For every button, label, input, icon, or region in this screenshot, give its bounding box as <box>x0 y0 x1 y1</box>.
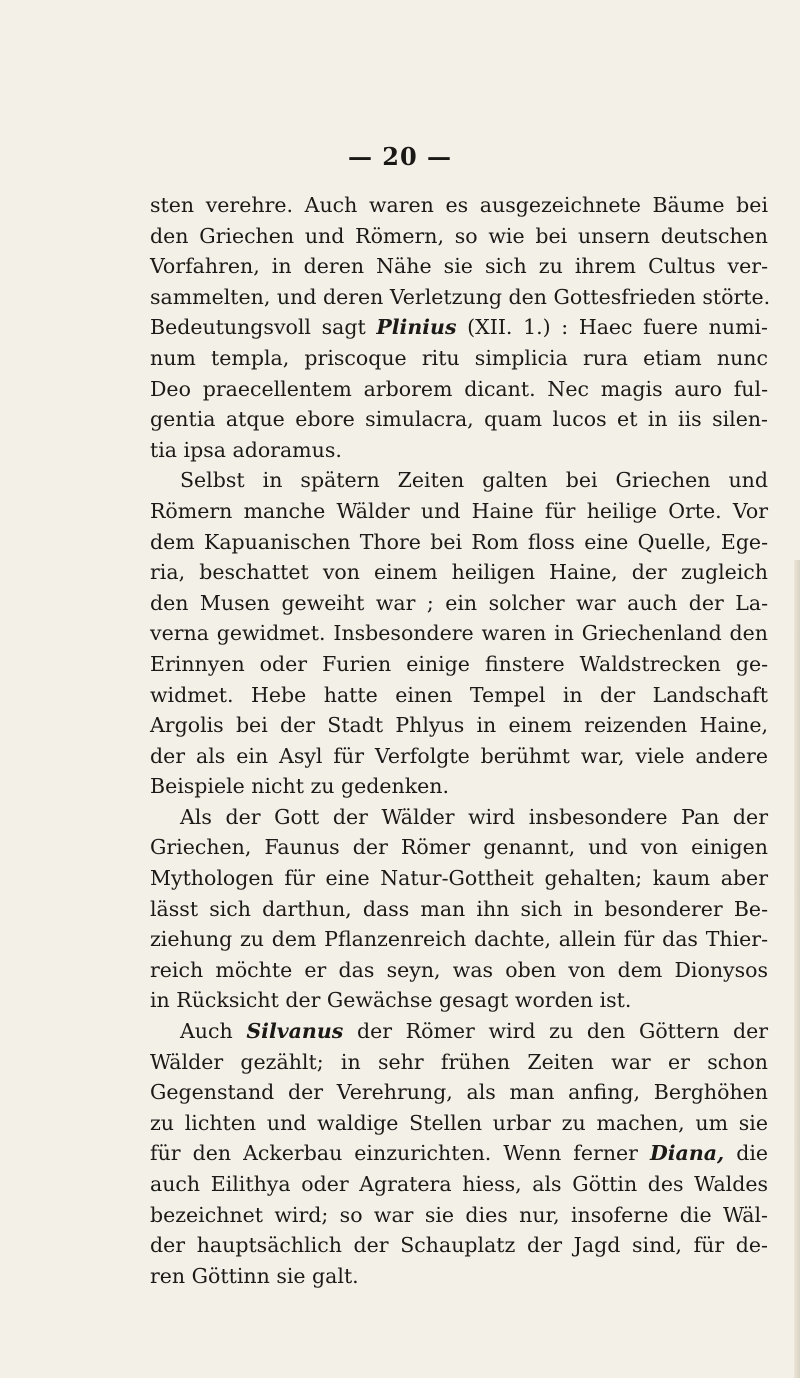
text-line <box>150 955 768 986</box>
text-run: lässt sich darthun, dass man ihn sich in besonderer Be- <box>150 896 768 921</box>
text-run: ria, beschattet von einem heiligen Haine, der zugleich <box>150 560 768 585</box>
text-run: Mythologen für eine Natur-Gottheit gehalten; kaum aber <box>150 866 768 891</box>
text-line <box>150 1169 768 1200</box>
text-run: Vorfahren, in deren Nähe sie sich zu ihrem Cultus ver- <box>150 254 768 279</box>
text-line <box>150 649 768 680</box>
text-line <box>150 985 768 1016</box>
text-run: sten verehre. Auch waren es ausgezeichnete Bäume bei <box>150 193 768 217</box>
text-run: verna gewidmet. Insbesondere waren in Griechenland den <box>150 621 768 646</box>
text-run: num templa, priscoque ritu simplicia rura etiam nunc <box>150 345 768 370</box>
text-run: Erinnyen oder Furien einige finstere Waldstrecken ge- <box>150 651 768 676</box>
text-line <box>150 404 768 435</box>
text-line <box>150 221 768 252</box>
text-run: ziehung zu dem Pflanzenreich dachte, allein für das Thier- <box>150 927 768 952</box>
text-line <box>150 863 768 894</box>
text-run: Griechen, Faunus der Römer genannt, und von einigen <box>150 835 768 860</box>
text-line <box>150 802 768 833</box>
page-number: — 20 — <box>347 142 453 171</box>
text-run: reich möchte er das seyn, was oben von dem Dionysos <box>150 957 768 982</box>
text-line <box>150 435 768 466</box>
text-run: in Rücksicht der Gewächse gesagt worden ist. <box>150 988 632 1013</box>
text-run: zu lichten und waldige Stellen urbar zu machen, um sie <box>150 1110 768 1135</box>
text-run: die <box>724 1141 769 1166</box>
text-line <box>150 1077 768 1108</box>
text-run: widmet. Hebe hatte einen Tempel in der Landschaft <box>150 682 768 707</box>
text-line <box>150 1108 768 1139</box>
text-run: gentia atque ebore simulacra, quam lucos et in iis silen- <box>150 407 768 432</box>
text-run: Auch <box>180 1019 247 1044</box>
text-run: Als der Gott der Wälder wird insbesondere Pan der <box>180 804 768 829</box>
text-line <box>150 680 768 711</box>
text-line <box>150 771 768 802</box>
text-line <box>150 496 768 527</box>
text-run: den Griechen und Römern, so wie bei unsern deutschen <box>150 223 768 248</box>
text-line <box>150 1016 768 1047</box>
text-run: der Römer wird zu den Göttern der <box>343 1019 768 1044</box>
text-line <box>150 588 768 619</box>
text-line <box>150 924 768 955</box>
text-run: Bedeutungsvoll sagt <box>150 315 377 340</box>
text-run: Argolis bei der Stadt Phlyus in einem reizenden Haine, <box>150 713 768 738</box>
text-line <box>150 465 768 496</box>
text-run: Selbst in spätern Zeiten galten bei Griechen und <box>180 468 768 493</box>
text-line <box>150 1230 768 1261</box>
text-run: sammelten, und deren Verletzung den Gottesfrieden störte. <box>150 284 771 309</box>
text-line <box>150 190 768 221</box>
text-line <box>150 894 768 925</box>
text-line <box>150 1047 768 1078</box>
text-line <box>150 1261 768 1292</box>
text-line <box>150 618 768 649</box>
text-run: auch Eilithya oder Agratera hiess, als Göttin des Waldes <box>150 1172 768 1196</box>
text-line <box>150 282 771 313</box>
text-line <box>150 1138 768 1169</box>
text-line <box>150 527 768 558</box>
text-run: tia ipsa adoramus. <box>150 437 342 462</box>
text-line <box>150 741 768 772</box>
text-line <box>150 832 768 863</box>
text-line <box>150 312 768 343</box>
text-run: dem Kapuanischen Thore bei Rom floss eine Quelle, Ege- <box>150 529 768 554</box>
emphasized-name: Plinius <box>376 315 457 340</box>
text-run: Römern manche Wälder und Haine für heilige Orte. Vor <box>150 498 768 523</box>
text-run: ren Göttinn sie galt. <box>150 1263 359 1288</box>
emphasized-name: Silvanus <box>246 1019 344 1044</box>
text-run: den Musen geweiht war ; ein solcher war auch der La- <box>150 590 768 615</box>
text-run: bezeichnet wird; so war sie dies nur, insoferne die Wäl- <box>150 1202 768 1227</box>
text-run: Gegenstand der Verehrung, als man anfing, Berghöhen <box>150 1080 768 1105</box>
text-run: der hauptsächlich der Schauplatz der Jagd sind, für de- <box>150 1233 768 1258</box>
text-line <box>150 343 768 374</box>
text-run: der als ein Asyl für Verfolgte berühmt war, viele andere <box>150 743 768 768</box>
text-line <box>150 710 768 741</box>
emphasized-name: Diana, <box>649 1141 725 1166</box>
text-line <box>150 251 768 282</box>
text-run: Wälder gezählt; in sehr frühen Zeiten war er schon <box>150 1049 768 1074</box>
page-edge <box>794 560 800 1378</box>
text-line <box>150 1200 768 1231</box>
text-run: (XII. 1.) : Haec fuere numi- <box>456 315 768 340</box>
text-run: für den Ackerbau einzurichten. Wenn ferner <box>150 1141 650 1166</box>
body-text <box>150 190 771 1291</box>
text-run: Beispiele nicht zu gedenken. <box>150 774 449 799</box>
text-line <box>150 557 768 588</box>
text-run: Deo praecellentem arborem dicant. Nec magis auro ful- <box>150 376 768 401</box>
text-line <box>150 374 768 405</box>
